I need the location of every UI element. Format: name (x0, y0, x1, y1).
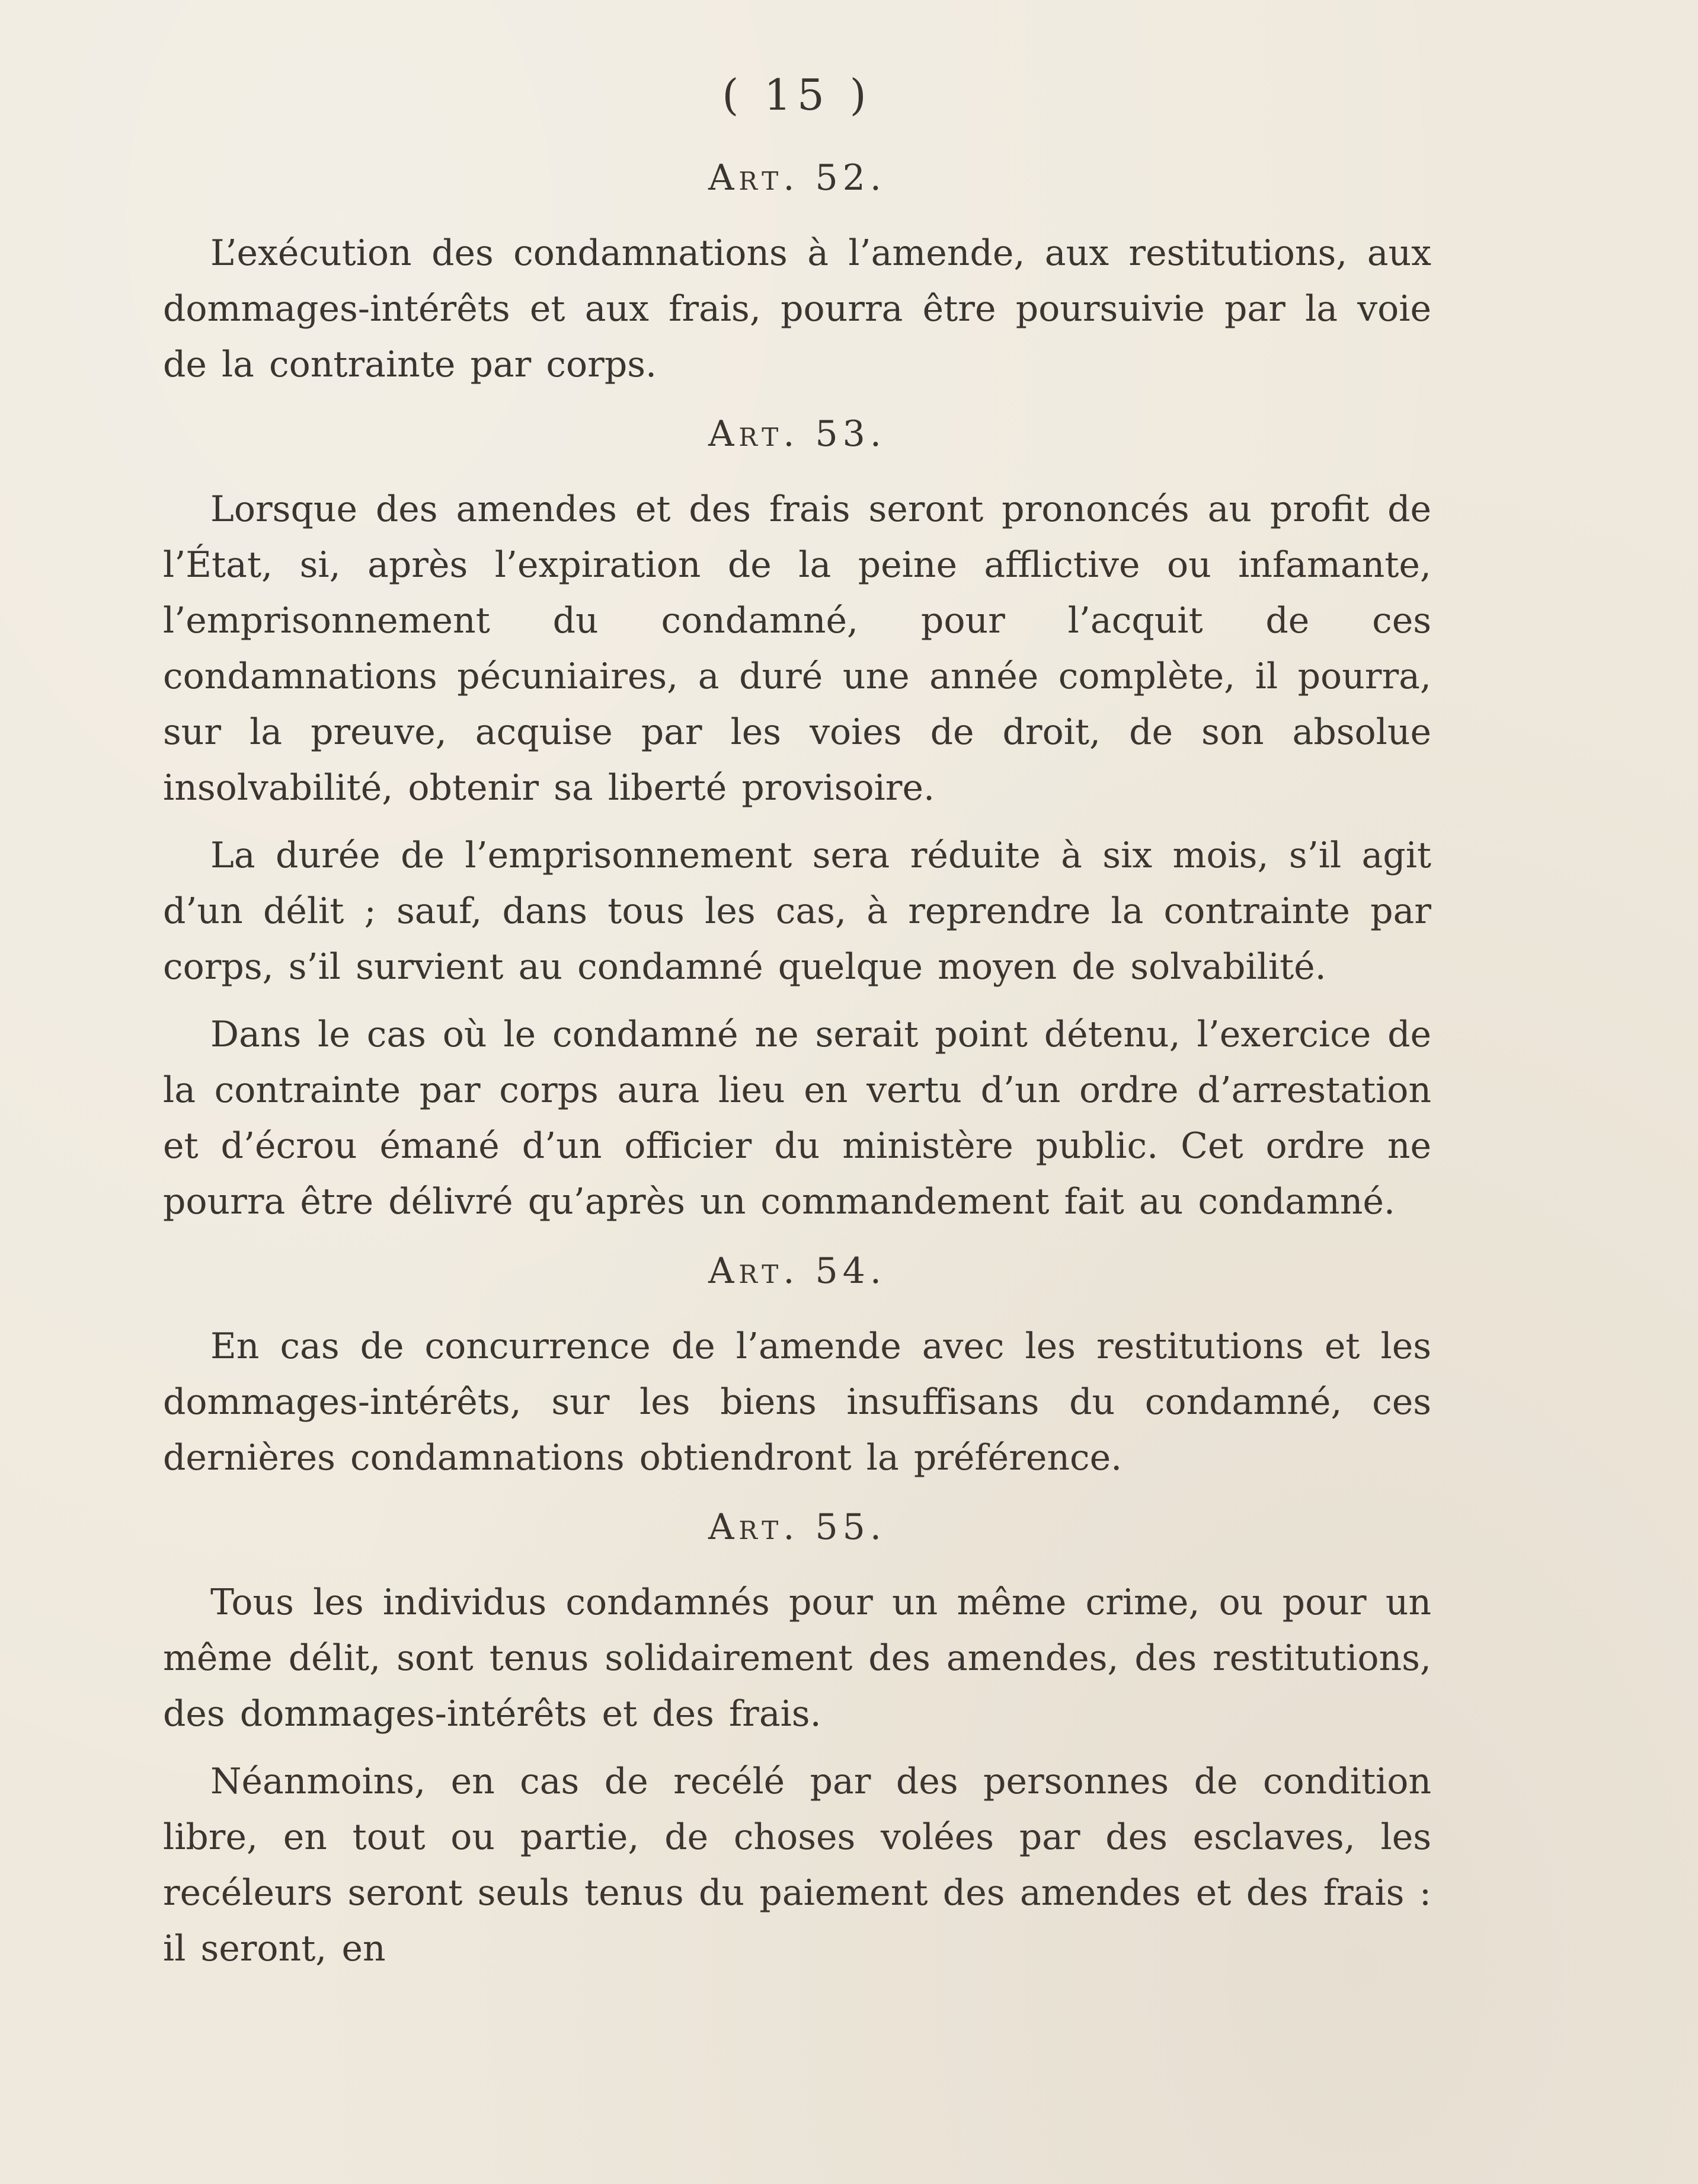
page-number: ( 15 ) (722, 70, 872, 120)
article-heading: Art. 52. (708, 157, 886, 199)
article-54 (163, 1247, 1431, 1486)
paragraph: Dans le cas où le condamné ne serait point détenu, l’exercice de la contrainte par corps aura lieu en vertu d’un ordre d’arrestation et d’écrou émané d’un officier du ministère public. Cet ordre ne pourra être délivré qu’après un commandement fait au condamné. (163, 1014, 1431, 1222)
article-heading: Art. 54. (708, 1250, 886, 1292)
paragraph: Lorsque des amendes et des frais seront prononcés au profit de l’État, si, après l’expiration de la peine afflictive ou infamante, l’emprisonnement du condamné, pour l’acquit de ces condamnations pécuniaires, a duré une année complète, il pourra, sur la preuve, acquise par les voies de droit, de son absolue insolvabilité, obtenir sa liberté provisoire. (163, 488, 1431, 809)
article-52 (163, 154, 1431, 392)
paragraph: L’exécution des condamnations à l’amende, aux restitutions, aux dommages-intérêts et aux frais, pourra être poursuivie par la voie de la contrainte par corps. (163, 232, 1431, 385)
document-page (163, 71, 1431, 2110)
paragraph: Néanmoins, en cas de recélé par des personnes de condition libre, en tout ou partie, de choses volées par des esclaves, les recéleurs seront seuls tenus du paiement des amendes et des frais : il seront, en (163, 1761, 1431, 1969)
article-heading: Art. 53. (708, 413, 886, 455)
paragraph: Tous les individus condamnés pour un même crime, ou pour un même délit, sont tenus solidairement des amendes, des restitutions, des dommages-intérêts et des frais. (163, 1582, 1431, 1735)
article-55 (163, 1503, 1431, 1977)
article-53 (163, 410, 1431, 1230)
article-heading: Art. 55. (708, 1506, 886, 1548)
paragraph: En cas de concurrence de l’amende avec les restitutions et les dommages-intérêts, sur les biens insuffisans du condamné, ces dernières condamnations obtiendront la préférence. (163, 1326, 1431, 1479)
paragraph: La durée de l’emprisonnement sera réduite à six mois, s’il agit d’un délit ; sauf, dans tous les cas, à reprendre la contrainte par corps, s’il survient au condamné quelque moyen de solvabilité. (163, 835, 1431, 988)
